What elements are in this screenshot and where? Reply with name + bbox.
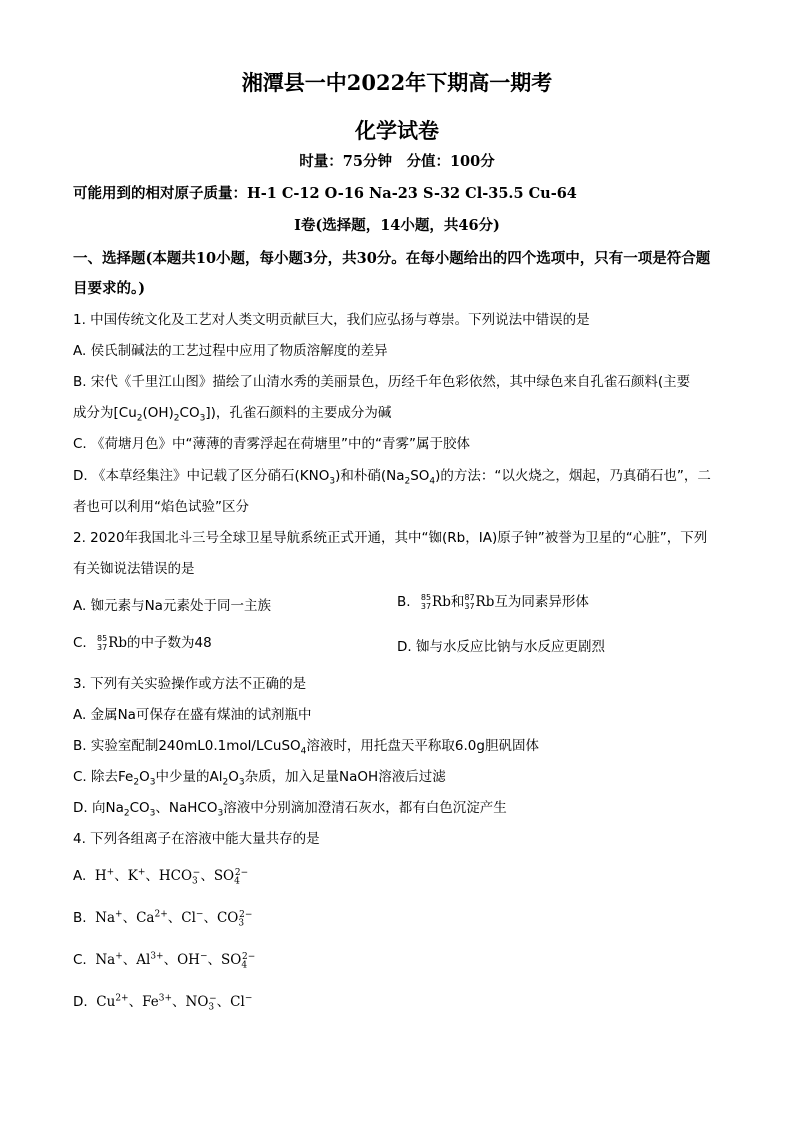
q3-option-b: B. 实验室配制240mL0.1mol/LCuSO$_4$溶液时，用托盘天平称取6.0g胆矾固体 bbox=[73, 738, 539, 757]
q3-stem: 3. 下列有关实验操作或方法不正确的是 bbox=[73, 676, 307, 692]
volume-heading: I卷(选择题，14小题，共46分) bbox=[294, 217, 500, 234]
q4-option-a: A. H+、K+、$HCO_3^-$、$SO_4^{2-}$ bbox=[73, 867, 249, 887]
q1-stem: 1. 中国传统文化及工艺对人类文明贡献巨大，我们应弘扬与尊崇。下列说法中错误的是 bbox=[73, 312, 590, 328]
section-heading: 一、选择题(本题共10小题，每小题3分，共30分。在每小题给出的四个选项中，只有一项是符合题目要求的。) bbox=[73, 250, 711, 297]
q3-option-d: D. 向$Na_2CO_3$、NaHCO$_3$溶液中分别滴加澄清石灰水，都有白色沉淀产生 bbox=[73, 800, 507, 819]
q4-stem: 4. 下列各组离子在溶液中能大量共存的是 bbox=[73, 831, 320, 847]
q1-option-d-line1: D. 《本草经集注》中记载了区分硝石$(KNO_3)$和朴硝$(Na_2SO_4)$的方法：“以火烧之，烟起，乃真硝石也”，二 bbox=[73, 468, 711, 487]
exam-time-score: 时量：75分钟 分值：100分 bbox=[299, 153, 495, 170]
q1-option-c: C. 《荷塘月色》中“薄薄的青雾浮起在荷塘里”中的“青雾”属于胶体 bbox=[73, 436, 470, 452]
q2-stem-line1: 2. 2020年我国北斗三号全球卫星导航系统正式开通，其中“铷(Rb，IA)原子钟”被誉为卫星的“心脏”，下列 bbox=[73, 530, 708, 546]
q2-option-b: B. 85 37 Rb和 87 37 Rb互为同素异形体 bbox=[397, 593, 589, 611]
q2-stem-line2: 有关铷说法错误的是 bbox=[73, 561, 195, 577]
q4-option-b: B. Na+、$Ca^{2+}$、Cl−、$CO_3^{2-}$ bbox=[73, 909, 253, 929]
q2-option-a: A. 铷元素与Na元素处于同一主族 bbox=[73, 598, 271, 614]
atomic-masses: 可能用到的相对原子质量：H-1 C-12 O-16 Na-23 S-32 Cl-35.5 Cu-64 bbox=[73, 185, 577, 202]
q1-option-b-line2: 成分为$[Cu_2(OH)_2CO_3]$)，孔雀石颜料的主要成分为碱 bbox=[73, 405, 392, 424]
q4-option-c: C. Na+、$Al^{3+}$、OH−、$SO_4^{2-}$ bbox=[73, 951, 256, 971]
exam-title: 湘潭县一中2022年下期高一期考 bbox=[241, 70, 553, 95]
q4-option-d: D. $Cu^{2+}$、$Fe^{3+}$、$NO_3^-$、Cl− bbox=[73, 993, 253, 1013]
q1-option-b-line1: B. 宋代《千里江山图》描绘了山清水秀的美丽景色，历经千年色彩依然，其中绿色来自孔雀石颜料(主要 bbox=[73, 374, 691, 390]
q1-option-d-line2: 者也可以利用“焰色试验”区分 bbox=[73, 499, 249, 515]
exam-subtitle: 化学试卷 bbox=[355, 118, 439, 143]
q3-option-a: A. 金属Na可保存在盛有煤油的试剂瓶中 bbox=[73, 707, 312, 723]
q2-option-d: D. 铷与水反应比钠与水反应更剧烈 bbox=[397, 639, 605, 655]
q1-option-a: A. 侯氏制碱法的工艺过程中应用了物质溶解度的差异 bbox=[73, 343, 388, 359]
q3-option-c: C. 除去$Fe_2O_3$中少量的$Al_2O_3$杂质，加入足量NaOH溶液后过滤 bbox=[73, 769, 446, 788]
q2-option-c: C. 85 37 Rb的中子数为48 bbox=[73, 634, 212, 652]
